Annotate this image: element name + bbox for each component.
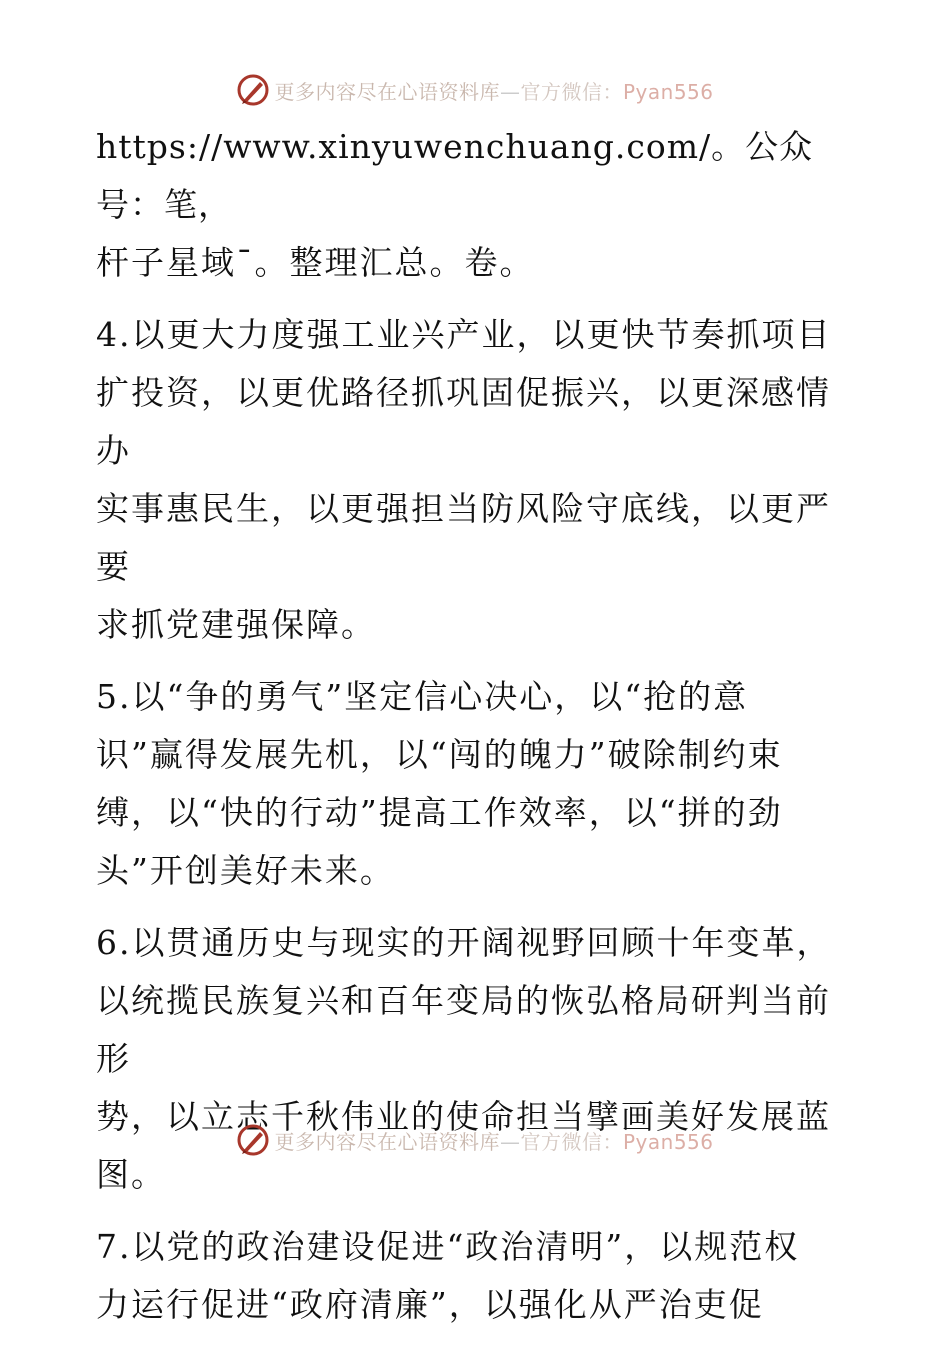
watermark-text bbox=[274, 1126, 713, 1155]
pen-logo-icon bbox=[236, 73, 270, 107]
paragraph-6 bbox=[96, 914, 856, 1204]
text-line: 6.以贯通历史与现实的开阔视野回顾十年变革， bbox=[96, 923, 832, 962]
watermark-main: 更多内容尽在心语资料库 bbox=[274, 79, 500, 104]
watermark-wechat: 官方微信： bbox=[520, 1129, 623, 1154]
text-line: 求抓党建强保障。 bbox=[96, 605, 376, 644]
text-line: 杆子星域¯。整理汇总。卷。 bbox=[96, 243, 535, 282]
paragraph-intro bbox=[96, 118, 856, 292]
text-line: 头”开创美好未来。 bbox=[96, 851, 395, 890]
pen-logo-icon bbox=[236, 1123, 270, 1157]
watermark-id: Pyan556 bbox=[622, 79, 714, 104]
text-line: 力运行促进“政府清廉”，以强化从严治吏促 bbox=[96, 1285, 764, 1324]
text-line: 势，以立志千秋伟业的使命担当擘画美好发展蓝 bbox=[96, 1097, 831, 1136]
text-line: 以统揽民族复兴和百年变局的恢弘格局研判当前形 bbox=[96, 981, 831, 1078]
text-line: 实事惠民生，以更强担当防风险守底线，以更严要 bbox=[96, 489, 831, 586]
text-line: 图。 bbox=[96, 1155, 166, 1194]
watermark-dash: — bbox=[499, 79, 521, 104]
text-line: 4.以更大力度强工业兴产业，以更快节奏抓项目 bbox=[96, 315, 832, 354]
watermark-main: 更多内容尽在心语资料库 bbox=[274, 1129, 500, 1154]
text-line: 扩投资，以更优路径抓巩固促振兴，以更深感情办 bbox=[96, 373, 831, 470]
text-line: 7.以党的政治建设促进“政治清明”，以规范权 bbox=[96, 1227, 800, 1266]
paragraph-4 bbox=[96, 306, 856, 654]
watermark-text bbox=[274, 76, 713, 105]
text-line: https://www.xinyuwenchuang.com/。公众号：笔， bbox=[96, 127, 814, 224]
paragraph-5 bbox=[96, 668, 856, 900]
document-body bbox=[96, 118, 856, 1348]
watermark-dash: — bbox=[499, 1129, 521, 1154]
text-line: 缚，以“快的行动”提高工作效率，以“拼的劲 bbox=[96, 793, 783, 832]
paragraph-7 bbox=[96, 1218, 856, 1334]
footer-watermark bbox=[0, 1120, 950, 1160]
watermark-wechat: 官方微信： bbox=[520, 79, 623, 104]
text-line: 识”赢得发展先机，以“闯的魄力”破除制约束 bbox=[96, 735, 783, 774]
header-watermark bbox=[0, 70, 950, 110]
text-line: 5.以“争的勇气”坚定信心决心，以“抢的意 bbox=[96, 677, 749, 716]
watermark-id: Pyan556 bbox=[622, 1129, 714, 1154]
